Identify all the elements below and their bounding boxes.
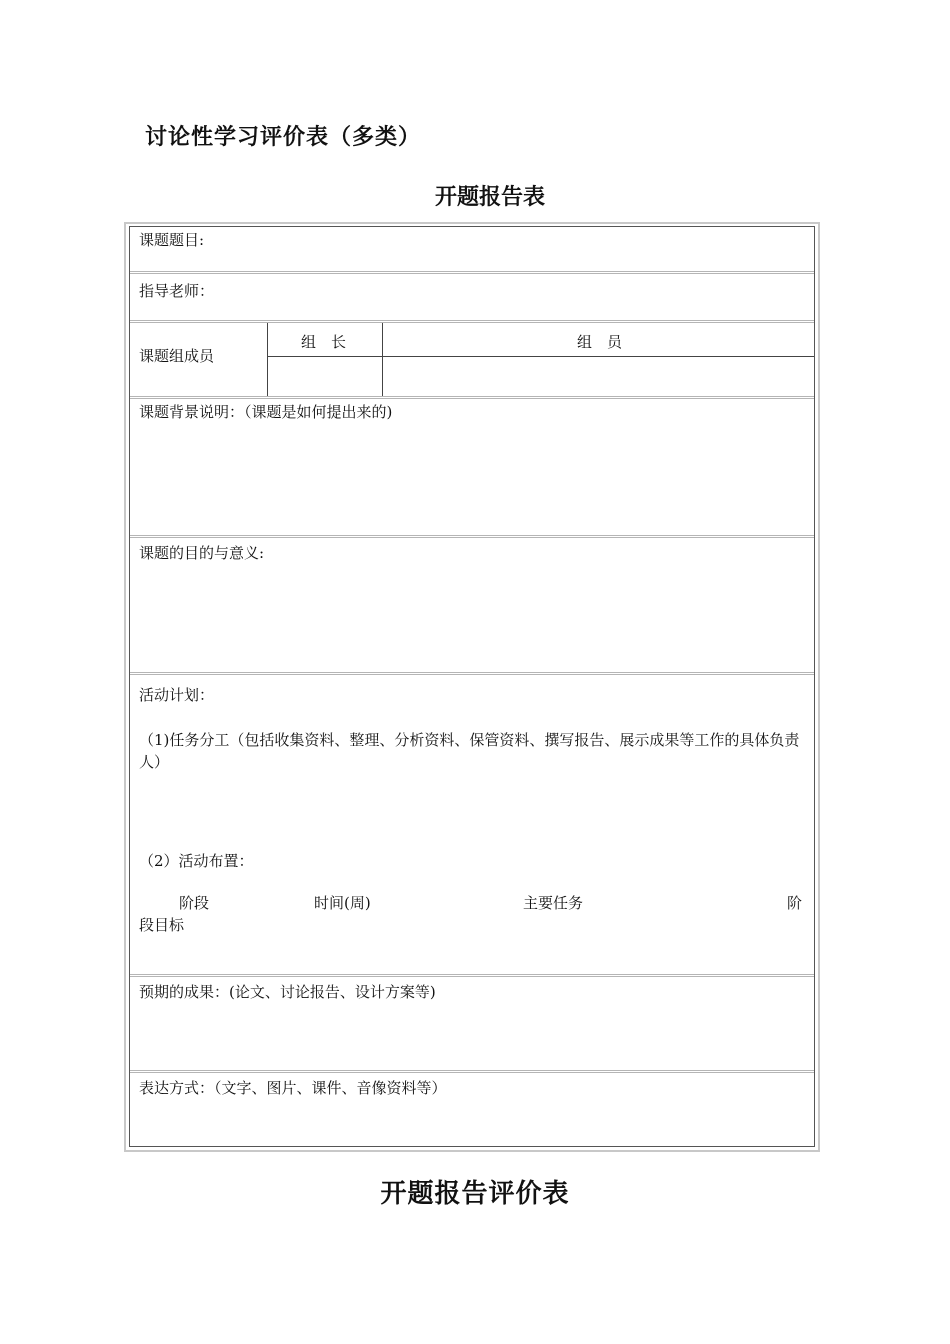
- plan-layout-label: （2）活动布置：: [139, 852, 254, 870]
- stage-col-time: 时间(周): [314, 894, 371, 912]
- expression-section[interactable]: [130, 1070, 814, 1150]
- advisor-section[interactable]: [130, 271, 814, 320]
- evaluation-title: 开题报告评价表: [380, 1179, 570, 1209]
- report-form: [124, 222, 820, 1152]
- leader-header: 组 长: [301, 333, 347, 351]
- report-form-inner: [129, 226, 815, 1147]
- topic-section[interactable]: [130, 227, 814, 271]
- topic-label: 课题题目:: [139, 231, 205, 249]
- stage-col-goal-start: 阶: [786, 894, 802, 912]
- stage-col-stage: 阶段: [179, 894, 210, 912]
- plan-label: 活动计划：: [139, 686, 215, 704]
- background-section[interactable]: [130, 396, 814, 535]
- outcome-label: 预期的成果：(论文、讨论报告、设计方案等): [139, 983, 436, 1001]
- member-header: 组 员: [577, 333, 623, 351]
- report-title: 开题报告表: [434, 185, 545, 210]
- advisor-label: 指导老师：: [139, 282, 215, 300]
- member-cell[interactable]: [383, 357, 814, 396]
- members-label: 课题组成员: [139, 347, 215, 365]
- expression-label: 表达方式：（文字、图片、课件、音像资料等）: [139, 1079, 447, 1097]
- purpose-label: 课题的目的与意义:: [139, 544, 265, 562]
- members-table: [267, 323, 814, 396]
- document-title: 讨论性学习评价表（多类）: [145, 125, 422, 150]
- stage-col-task: 主要任务: [523, 894, 584, 912]
- leader-cell[interactable]: [268, 357, 382, 396]
- members-section: [130, 320, 814, 396]
- outcome-section[interactable]: [130, 974, 814, 1070]
- stage-col-goal-wrap: 段目标: [139, 916, 185, 934]
- plan-task-text: （1)任务分工（包括收集资料、整理、分析资料、保管资料、撰写报告、展示成果等工作的具体负责人）: [139, 731, 800, 771]
- stage-header-row: [139, 892, 802, 914]
- background-label: 课题背景说明：（课题是如何提出来的): [139, 403, 393, 421]
- plan-section[interactable]: [130, 672, 814, 974]
- purpose-section[interactable]: [130, 535, 814, 672]
